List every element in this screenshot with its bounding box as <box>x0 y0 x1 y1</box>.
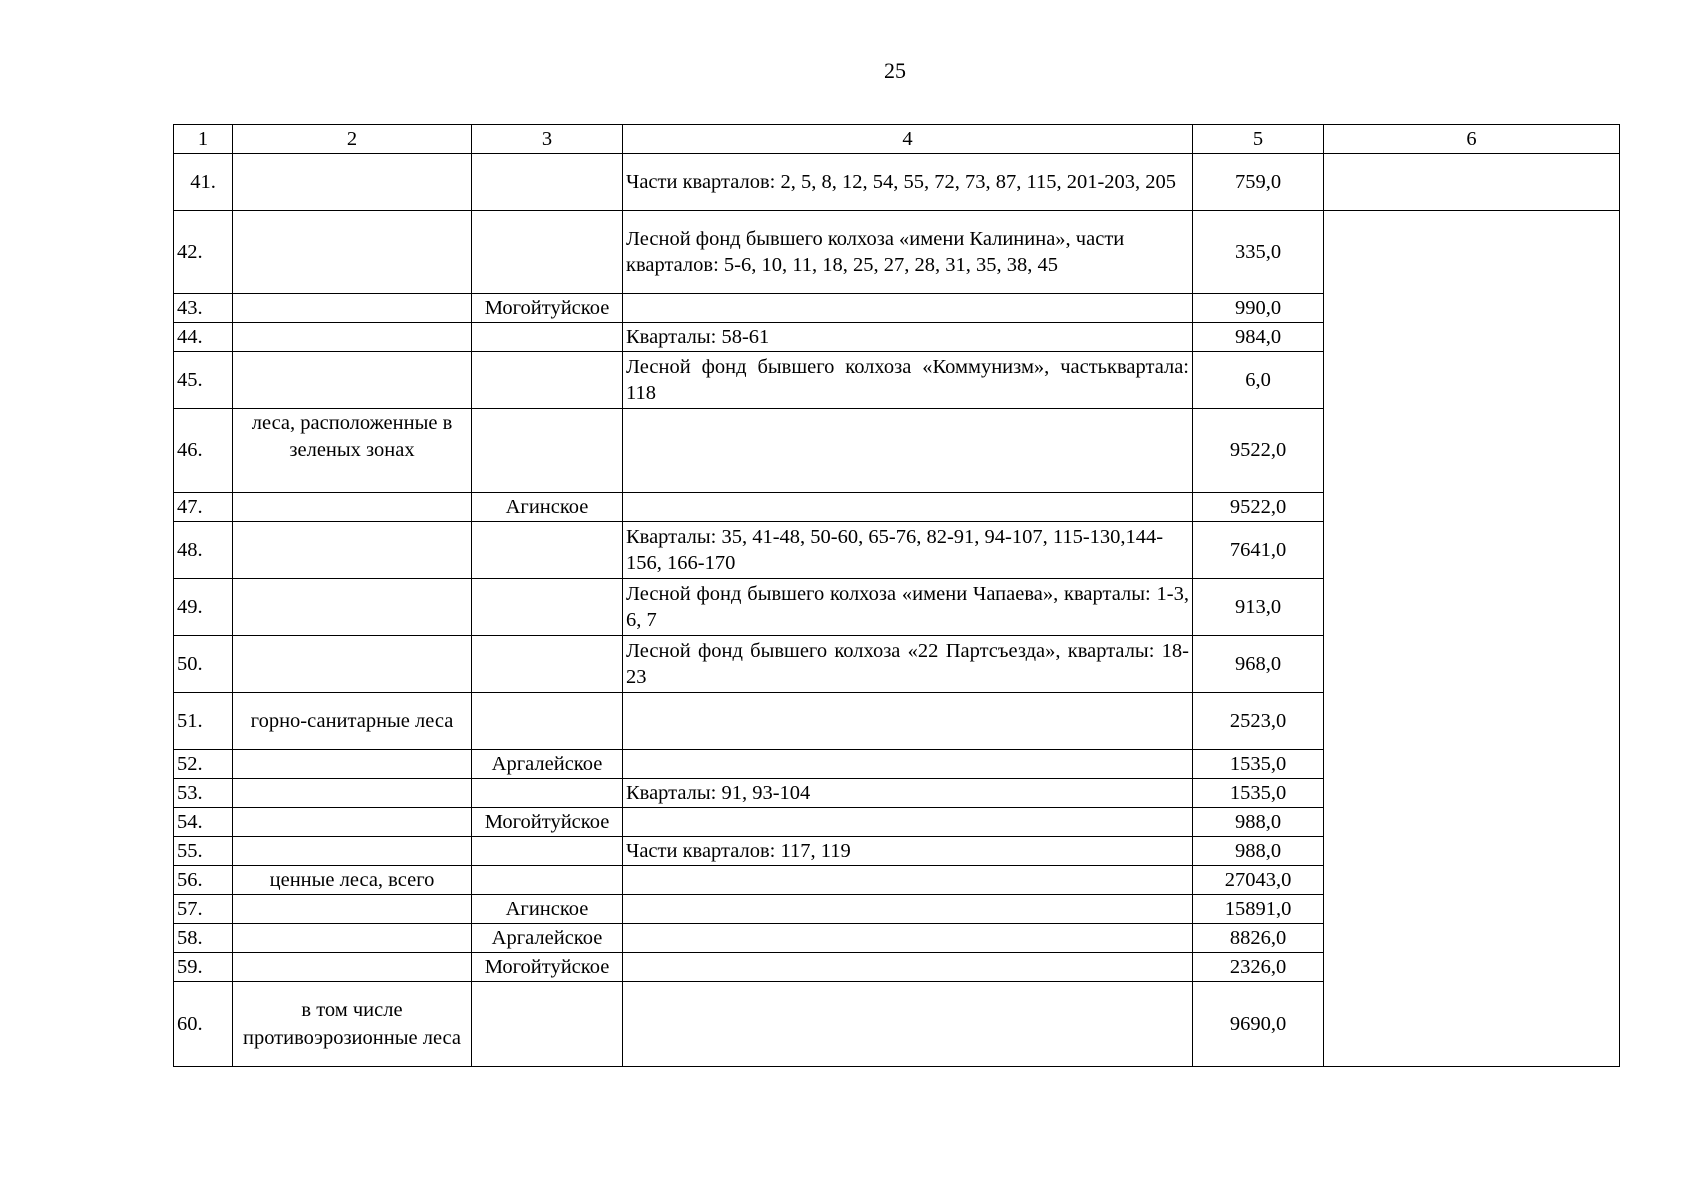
district-cell <box>472 323 623 352</box>
header-cell: 6 <box>1324 125 1620 154</box>
area-cell: 7641,0 <box>1193 522 1324 579</box>
category-cell <box>233 808 472 837</box>
area-cell: 27043,0 <box>1193 866 1324 895</box>
district-cell <box>472 409 623 493</box>
district-cell <box>472 636 623 693</box>
row-number: 44. <box>174 323 233 352</box>
header-cell: 5 <box>1193 125 1324 154</box>
category-cell <box>233 294 472 323</box>
description-cell: Кварталы: 58-61 <box>623 323 1193 352</box>
description-cell <box>623 953 1193 982</box>
description-cell <box>623 750 1193 779</box>
area-cell: 9522,0 <box>1193 409 1324 493</box>
district-cell: Аргалейское <box>472 924 623 953</box>
description-cell <box>623 409 1193 493</box>
category-cell <box>233 750 472 779</box>
category-cell: в том числе противоэрозионные леса <box>233 982 472 1067</box>
category-cell: леса, расположенные в зеленых зонах <box>233 409 472 493</box>
row-number: 58. <box>174 924 233 953</box>
area-cell: 9522,0 <box>1193 493 1324 522</box>
header-cell: 4 <box>623 125 1193 154</box>
district-cell: Агинское <box>472 895 623 924</box>
row-number: 59. <box>174 953 233 982</box>
category-cell <box>233 895 472 924</box>
district-cell <box>472 866 623 895</box>
category-cell <box>233 924 472 953</box>
district-cell: Агинское <box>472 493 623 522</box>
row-number: 57. <box>174 895 233 924</box>
area-cell: 990,0 <box>1193 294 1324 323</box>
district-cell <box>472 352 623 409</box>
area-cell: 335,0 <box>1193 211 1324 294</box>
description-cell <box>623 895 1193 924</box>
district-cell <box>472 522 623 579</box>
area-cell: 9690,0 <box>1193 982 1324 1067</box>
area-cell: 988,0 <box>1193 837 1324 866</box>
row-number: 42. <box>174 211 233 294</box>
row-number: 48. <box>174 522 233 579</box>
description-cell: Кварталы: 91, 93-104 <box>623 779 1193 808</box>
row-number: 53. <box>174 779 233 808</box>
row-number: 46. <box>174 409 233 493</box>
description-cell <box>623 808 1193 837</box>
description-cell <box>623 294 1193 323</box>
row-number: 60. <box>174 982 233 1067</box>
header-cell: 1 <box>174 125 233 154</box>
category-cell <box>233 522 472 579</box>
category-cell <box>233 154 472 211</box>
table-row <box>174 211 1620 294</box>
category-cell <box>233 352 472 409</box>
description-cell: Лесной фонд бывшего колхоза «имени Калинина», части кварталов: 5-6, 10, 11, 18, 25, 27, 28, 31, 35, 38, 45 <box>623 211 1193 294</box>
category-cell <box>233 211 472 294</box>
note-cell <box>1324 154 1620 211</box>
category-cell <box>233 579 472 636</box>
district-cell <box>472 779 623 808</box>
description-cell: Лесной фонд бывшего колхоза «имени Чапаева», кварталы: 1-3, 6, 7 <box>623 579 1193 636</box>
area-cell: 1535,0 <box>1193 779 1324 808</box>
area-cell: 1535,0 <box>1193 750 1324 779</box>
district-cell: Аргалейское <box>472 750 623 779</box>
category-cell <box>233 837 472 866</box>
row-number: 45. <box>174 352 233 409</box>
page-number: 25 <box>884 58 906 83</box>
district-cell <box>472 579 623 636</box>
area-cell: 968,0 <box>1193 636 1324 693</box>
category-cell <box>233 493 472 522</box>
district-cell <box>472 837 623 866</box>
header-cell: 2 <box>233 125 472 154</box>
header-cell: 3 <box>472 125 623 154</box>
description-cell <box>623 924 1193 953</box>
row-number: 55. <box>174 837 233 866</box>
area-cell: 6,0 <box>1193 352 1324 409</box>
area-cell: 2326,0 <box>1193 953 1324 982</box>
area-cell: 8826,0 <box>1193 924 1324 953</box>
row-number: 43. <box>174 294 233 323</box>
district-cell: Могойтуйское <box>472 808 623 837</box>
row-number: 47. <box>174 493 233 522</box>
description-cell <box>623 866 1193 895</box>
district-cell <box>472 154 623 211</box>
area-cell: 759,0 <box>1193 154 1324 211</box>
category-cell <box>233 779 472 808</box>
district-cell <box>472 982 623 1067</box>
table-row <box>174 154 1620 211</box>
category-cell: ценные леса, всего <box>233 866 472 895</box>
row-number: 49. <box>174 579 233 636</box>
row-number: 56. <box>174 866 233 895</box>
row-number: 41. <box>174 154 233 211</box>
description-cell <box>623 693 1193 750</box>
description-cell: Лесной фонд бывшего колхоза «22 Партсъезда», кварталы: 18-23 <box>623 636 1193 693</box>
district-cell <box>472 211 623 294</box>
description-cell: Кварталы: 35, 41-48, 50-60, 65-76, 82-91, 94-107, 115-130,144-156, 166-170 <box>623 522 1193 579</box>
category-cell <box>233 953 472 982</box>
description-cell: Лесной фонд бывшего колхоза «Коммунизм», частьквартала: 118 <box>623 352 1193 409</box>
area-cell: 913,0 <box>1193 579 1324 636</box>
description-cell: Части кварталов: 2, 5, 8, 12, 54, 55, 72, 73, 87, 115, 201-203, 205 <box>623 154 1193 211</box>
row-number: 50. <box>174 636 233 693</box>
district-cell: Могойтуйское <box>472 294 623 323</box>
category-cell: горно-санитарные леса <box>233 693 472 750</box>
description-cell <box>623 982 1193 1067</box>
category-cell <box>233 323 472 352</box>
row-number: 51. <box>174 693 233 750</box>
area-cell: 988,0 <box>1193 808 1324 837</box>
category-cell <box>233 636 472 693</box>
district-cell: Могойтуйское <box>472 953 623 982</box>
area-cell: 2523,0 <box>1193 693 1324 750</box>
row-number: 54. <box>174 808 233 837</box>
description-cell <box>623 493 1193 522</box>
row-number: 52. <box>174 750 233 779</box>
description-cell: Части кварталов: 117, 119 <box>623 837 1193 866</box>
area-cell: 984,0 <box>1193 323 1324 352</box>
header-row <box>174 125 1620 154</box>
area-cell: 15891,0 <box>1193 895 1324 924</box>
forest-table <box>173 124 1620 1067</box>
district-cell <box>472 693 623 750</box>
note-cell <box>1324 211 1620 1067</box>
